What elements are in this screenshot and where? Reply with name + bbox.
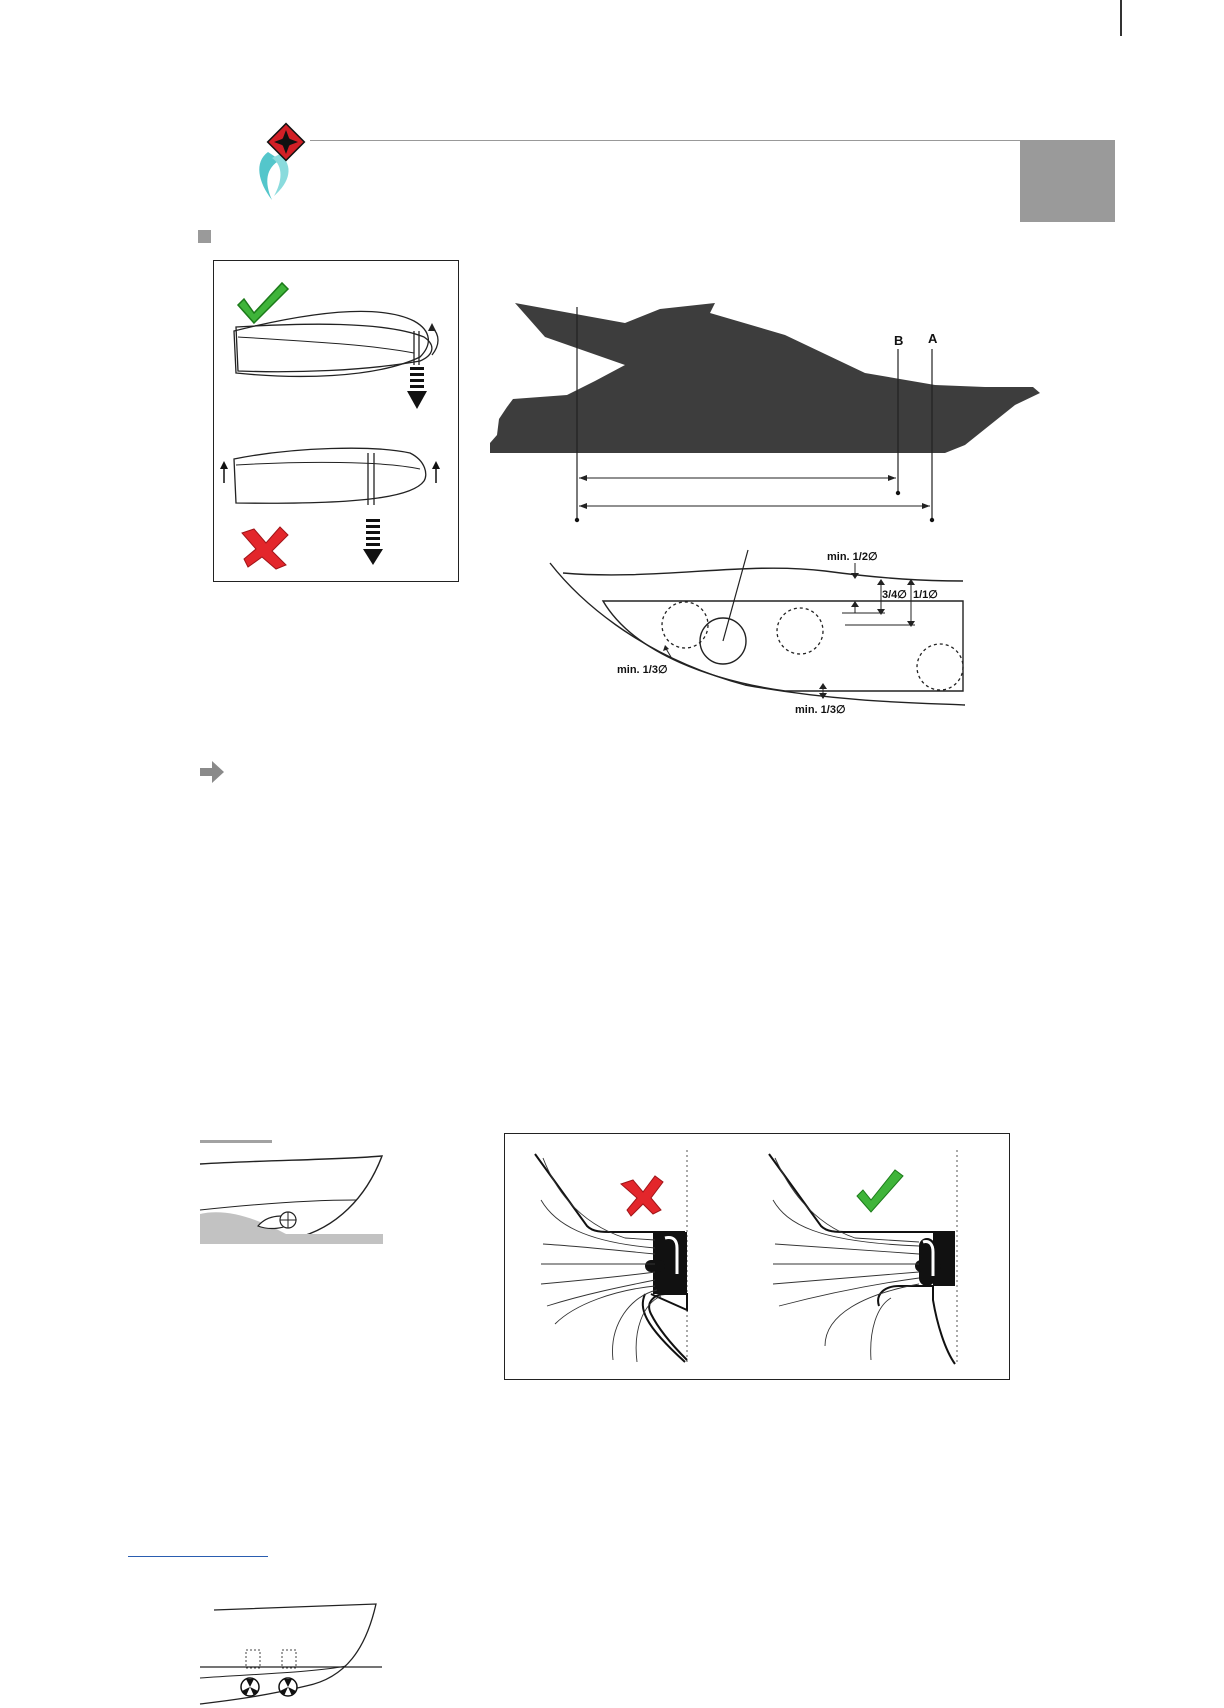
propeller-icon xyxy=(241,1678,259,1696)
logo-propeller-hub xyxy=(281,137,291,147)
yacht-silhouette xyxy=(490,303,1040,453)
label-min-third-side: min. 1/3∅ xyxy=(617,664,668,676)
point-a-label: A xyxy=(928,331,938,346)
up-arrow-icon-right xyxy=(432,461,440,483)
endpoint-dot xyxy=(575,518,579,522)
red-cross-icon xyxy=(621,1176,663,1216)
label-one: 1/1∅ xyxy=(913,589,938,601)
dim-arrow-half xyxy=(851,563,859,579)
hull-outer-line xyxy=(550,563,965,705)
hull-keel-bottom xyxy=(236,462,420,469)
flow-comparison-figure xyxy=(504,1133,1010,1380)
hull-keel-top xyxy=(238,337,414,353)
endpoint-dot xyxy=(896,491,900,495)
dimension-line-b xyxy=(579,475,896,481)
arrow-right-icon xyxy=(198,758,226,786)
rotation-arrowhead xyxy=(428,323,436,331)
up-arrow-icon-left xyxy=(220,461,228,483)
flow-panel-incorrect xyxy=(535,1150,687,1364)
yacht-silhouette-figure xyxy=(485,295,1050,530)
rotation-arrow-icon xyxy=(432,327,438,355)
point-b-label: B xyxy=(894,333,904,348)
propeller-icon xyxy=(279,1678,297,1696)
label-min-third-bottom: min. 1/3∅ xyxy=(795,704,846,715)
tunnel-placement-figure xyxy=(545,545,970,715)
green-check-icon xyxy=(238,283,288,323)
waterline-curve xyxy=(563,568,963,581)
thrust-arrow-icon-bottom xyxy=(363,519,383,565)
chapter-tab xyxy=(1020,140,1115,222)
brand-logo xyxy=(250,122,314,206)
tunnel-alt-circle xyxy=(777,608,823,654)
hull-outline-top-a xyxy=(234,311,428,376)
green-check-icon xyxy=(857,1170,903,1212)
section-bullet xyxy=(198,230,211,243)
endpoint-dot xyxy=(930,518,934,522)
hull-outline-bottom xyxy=(234,448,426,503)
label-three-quarter: 3/4∅ xyxy=(882,589,907,601)
hull-outline-top-b xyxy=(236,324,432,372)
tunnel-alt-circle xyxy=(917,644,963,690)
bow-section-bottom xyxy=(200,1604,382,1704)
hull-rotation-figure xyxy=(213,260,459,582)
dimension-line-a xyxy=(579,503,930,509)
dim-arrow-small xyxy=(851,601,859,613)
bow-section-figure xyxy=(196,1138,386,1708)
flow-panel-correct xyxy=(769,1150,957,1364)
red-cross-icon xyxy=(242,527,288,569)
dim-arrow-one xyxy=(907,579,915,627)
page-edge-mark xyxy=(1120,0,1122,36)
thrust-arrow-icon-top xyxy=(407,367,427,409)
label-min-half: min. 1/2∅ xyxy=(827,551,878,563)
footer-link-underline xyxy=(128,1556,268,1557)
bow-section-top xyxy=(200,1140,383,1244)
header-rule xyxy=(310,140,1110,141)
